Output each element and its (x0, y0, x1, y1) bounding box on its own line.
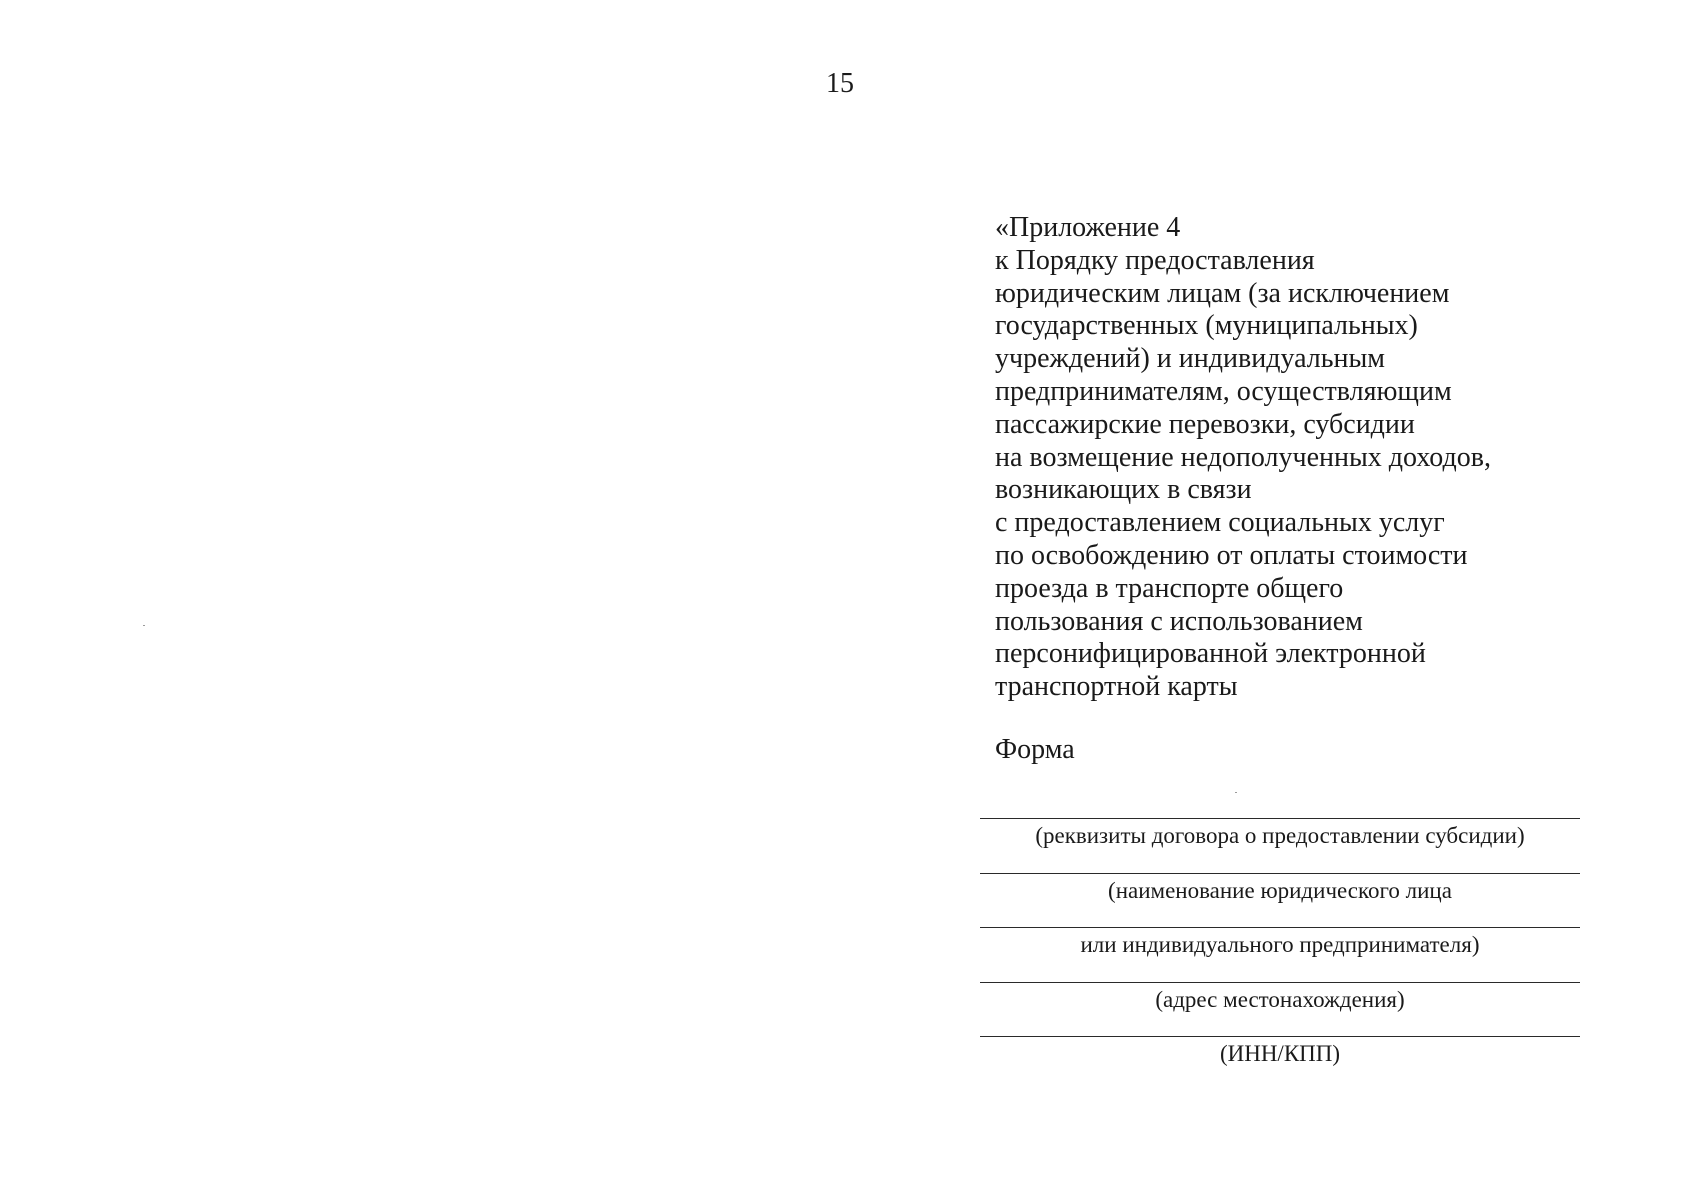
appendix-line: предпринимателям, осуществляющим (995, 375, 1452, 407)
form-field-entrepreneur (980, 927, 1580, 982)
field-caption: или индивидуального предпринимателя) (1080, 932, 1480, 957)
appendix-line: на возмещение недополученных доходов, (995, 441, 1491, 473)
page-number: 15 (826, 68, 854, 99)
appendix-line: государственных (муниципальных) (995, 310, 1418, 342)
appendix-line: персонифицированной электронной (995, 638, 1426, 670)
fill-line (980, 927, 1580, 928)
appendix-line: возникающих в связи (995, 474, 1252, 506)
form-field-contract-details (980, 818, 1580, 873)
form-fields (980, 818, 1580, 1091)
field-caption: (наименование юридического лица (1108, 877, 1452, 903)
appendix-line: к Порядку предоставления (995, 244, 1315, 276)
form-field-entity-name (980, 873, 1580, 928)
appendix-line: проезда в транспорте общего (995, 572, 1344, 604)
fill-line (980, 873, 1580, 874)
appendix-line: транспортной карты (995, 671, 1238, 703)
fill-line (980, 1036, 1580, 1037)
fill-line (980, 982, 1580, 983)
appendix-line: по освобождению от оплаты стоимости (995, 539, 1468, 571)
appendix-line: «Приложение 4 (995, 212, 1181, 243)
scan-speck (143, 625, 145, 626)
appendix-line: юридическим лицам (за исключением (995, 277, 1450, 309)
appendix-line: учреждений) и индивидуальным (995, 343, 1386, 375)
field-caption: (реквизиты договора о предоставлении субсидии) (1035, 823, 1525, 848)
appendix-header (995, 212, 1635, 704)
fill-line (980, 818, 1580, 819)
field-caption: (ИНН/КПП) (1219, 1041, 1341, 1066)
appendix-line: с предоставлением социальных услуг (995, 507, 1445, 539)
form-label: Форма (995, 734, 1075, 765)
form-field-address (980, 982, 1580, 1037)
appendix-line: пользования с использованием (995, 605, 1363, 637)
appendix-line: пассажирские перевозки, субсидии (995, 408, 1415, 440)
field-caption: (адрес местонахождения) (1155, 986, 1405, 1012)
scan-speck (1235, 792, 1237, 793)
form-field-inn-kpp (980, 1036, 1580, 1091)
